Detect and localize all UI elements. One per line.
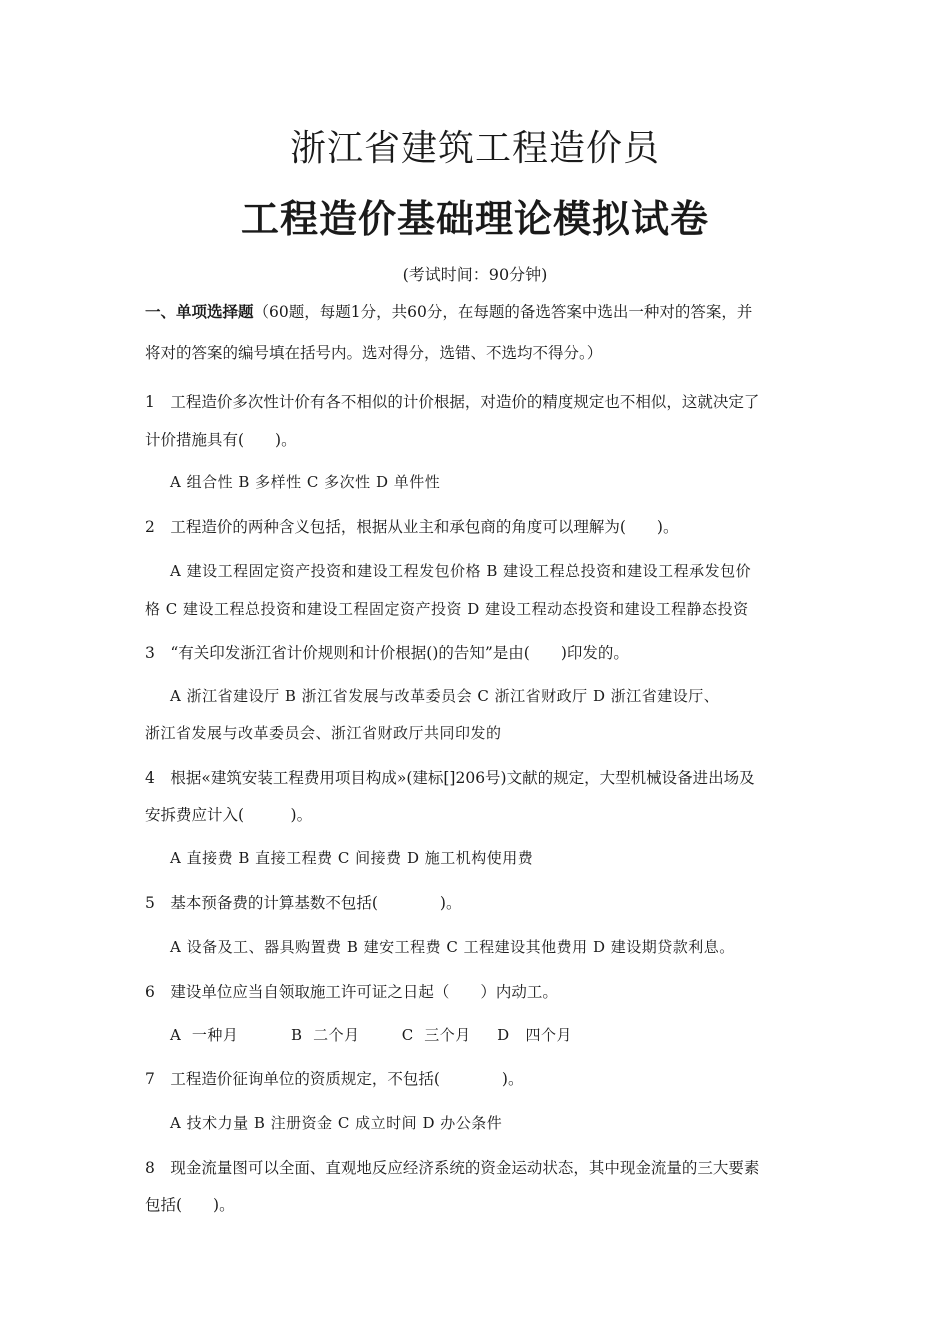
question-6-line-1: 6 建设单位应当自领取施工许可证之日起（ ）内动工。: [145, 983, 558, 1001]
question-3-options-line-2: 浙江省发展与改革委员会、浙江省财政厅共同印发的: [145, 724, 502, 742]
question-5-options: A 设备及工、器具购置费 B 建安工程费 C 工程建设其他费用 D 建设期贷款利息。: [170, 938, 735, 956]
section-intro-line-1: [145, 300, 810, 324]
question-4-line-2: 安拆费应计入( )。: [145, 806, 313, 824]
question-3-options-line-1: A 浙江省建设厅 B 浙江省发展与改革委员会 C 浙江省财政厅 D 浙江省建设厅、: [170, 687, 720, 705]
question-3-line-1: 3 “有关印发浙江省计价规则和计价根据()的告知”是由( )印发的。: [145, 644, 629, 662]
question-1-options: A 组合性 B 多样性 C 多次性 D 单件性: [170, 473, 441, 491]
exam-time: (考试时间：90分钟): [402, 265, 548, 284]
section-heading: 一、单项选择题: [145, 303, 254, 321]
question-7-line-1: 7 工程造价征询单位的资质规定，不包括( )。: [145, 1070, 524, 1088]
question-4-line-1: 4 根据«建筑安装工程费用项目构成»(建标[]206号)文献的规定，大型机械设备进出场及: [145, 769, 755, 787]
question-4-options: A 直接费 B 直接工程费 C 间接费 D 施工机构使用费: [170, 849, 534, 867]
question-5-line-1: 5 基本预备费的计算基数不包括( )。: [145, 894, 462, 912]
question-8-line-1: 8 现金流量图可以全面、直观地反应经济系统的资金运动状态，其中现金流量的三大要素: [145, 1159, 760, 1177]
document-subtitle: 工程造价基础理论模拟试卷: [240, 197, 709, 241]
question-2-line-1: 2 工程造价的两种含义包括，根据从业主和承包商的角度可以理解为( )。: [145, 518, 679, 536]
section-instruction: （60题，每题1分，共60分，在每题的备选答案中选出一种对的答案，并: [253, 303, 753, 321]
question-7-options: A 技术力量 B 注册资金 C 成立时间 D 办公条件: [170, 1114, 503, 1132]
document-title: 浙江省建筑工程造价员: [289, 128, 660, 169]
question-8-line-2: 包括( )。: [145, 1196, 235, 1214]
question-2-options-line-1: A 建设工程固定资产投资和建设工程发包价格 B 建设工程总投资和建设工程承发包价: [170, 562, 752, 580]
question-2-options-line-2: 格 C 建设工程总投资和建设工程固定资产投资 D 建设工程动态投资和建设工程静态投资: [145, 600, 749, 618]
section-intro-line-2: 将对的答案的编号填在括号内。选对得分，选错、不选均不得分。）: [145, 344, 603, 362]
question-1-line-2: 计价措施具有( )。: [145, 431, 297, 449]
question-1-line-1: 1 工程造价多次性计价有各不相似的计价根据，对造价的精度规定也不相似，这就决定了: [145, 393, 760, 411]
question-6-options: A 一种月 B 二个月 C 三个月 D 四个月: [170, 1026, 572, 1044]
